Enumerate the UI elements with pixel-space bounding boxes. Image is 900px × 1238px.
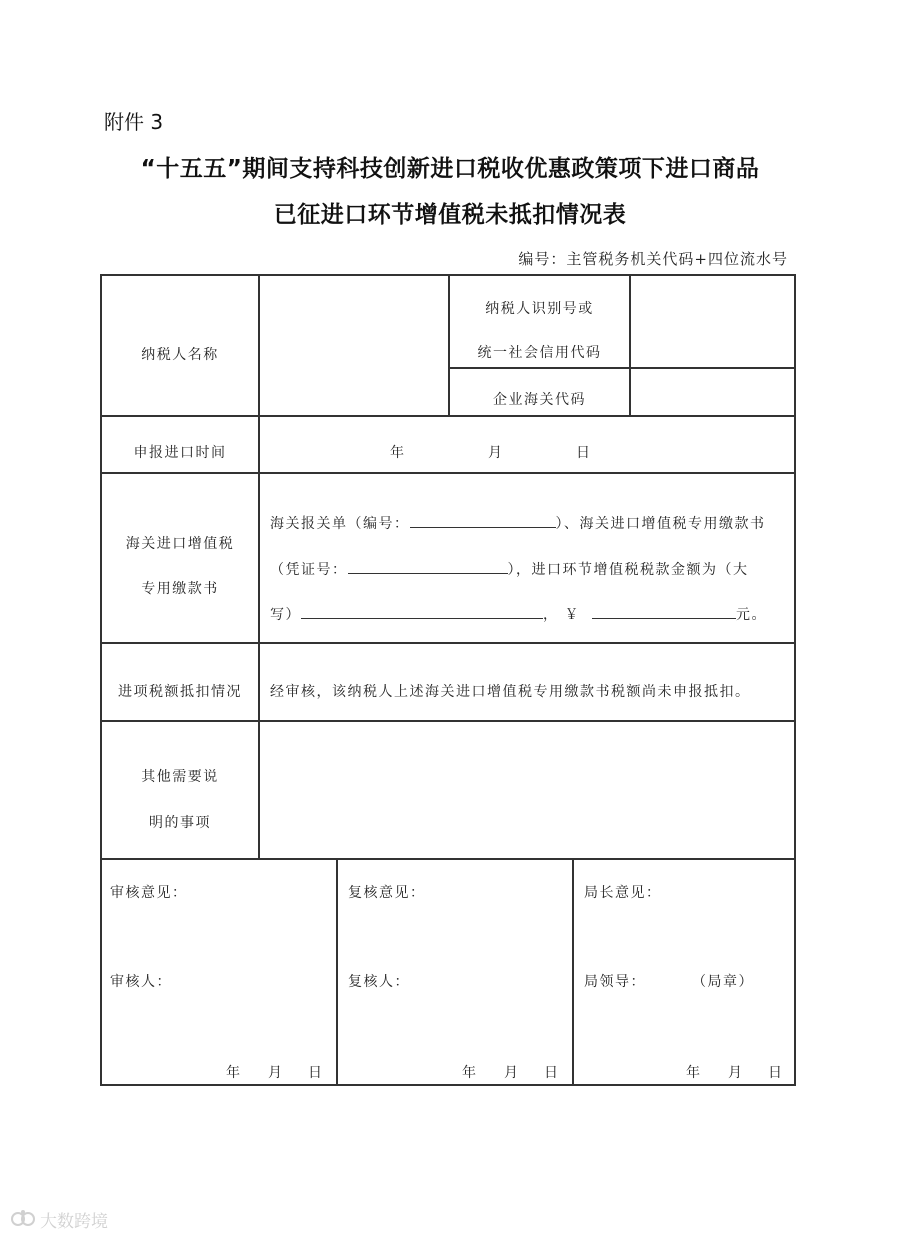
vat-line-2-suffix: ），进口环节增值税税款金额为（大	[507, 562, 749, 578]
review-sign-day: 日	[308, 1065, 324, 1081]
vat-line-3-currency: ， ￥	[543, 607, 580, 623]
vat-line-3-unit: 元。	[735, 607, 767, 623]
vat-line-2-prefix: （凭证号：	[270, 562, 348, 578]
rule-row-5	[102, 858, 794, 860]
rule-row-2	[102, 472, 794, 474]
amount-in-figures-blank[interactable]	[592, 602, 736, 619]
vat-line-1-suffix: ）、海关进口增值税专用缴款书	[555, 516, 766, 532]
recheck-sign-day: 日	[544, 1065, 560, 1081]
rule-sign-1	[336, 858, 338, 1084]
watermark	[10, 1206, 108, 1232]
director-opinion-label: 局长意见：	[584, 885, 662, 901]
declare-year: 年	[390, 445, 406, 461]
attachment-label: 附件 3	[104, 110, 164, 134]
vat-line-1-prefix: 海关报关单（编号：	[270, 516, 410, 532]
vat-text-line-3	[270, 602, 767, 624]
declare-time-label: 申报进口时间	[133, 445, 227, 461]
director-leader-label: 局领导：	[584, 974, 646, 990]
serial-number-label: 编号：主管税务机关代码+四位流水号	[518, 250, 788, 268]
rule-row-4	[102, 720, 794, 722]
rule-row-3	[102, 642, 794, 644]
amount-in-words-blank[interactable]	[301, 602, 543, 619]
recheck-sign-year: 年	[462, 1065, 478, 1081]
declare-month: 月	[488, 445, 504, 461]
vat-text-line-1	[270, 511, 766, 533]
review-sign-month: 月	[268, 1065, 284, 1081]
watermark-logo-icon	[10, 1206, 36, 1232]
taxpayer-id-label-line-2: 统一社会信用代码	[477, 345, 602, 361]
watermark-text: 大数跨境	[40, 1211, 108, 1232]
bureau-seal-label: （局章）	[692, 974, 754, 990]
customs-vat-label-line-2: 专用缴款书	[141, 581, 219, 597]
deduction-text: 经审核，该纳税人上述海关进口增值税专用缴款书税额尚未申报抵扣。	[270, 684, 751, 700]
reviewer-label: 审核人：	[110, 974, 172, 990]
director-sign-day: 日	[768, 1065, 784, 1081]
other-matters-label-line-1: 其他需要说	[141, 769, 219, 785]
rule-id-split	[448, 367, 794, 369]
review-opinion-label: 审核意见：	[110, 885, 188, 901]
rule-label-column	[258, 276, 260, 860]
other-matters-label-line-2: 明的事项	[149, 815, 211, 831]
deduction-label: 进项税额抵扣情况	[118, 684, 242, 700]
voucher-number-blank[interactable]	[348, 557, 508, 574]
taxpayer-id-label-line-1: 纳税人识别号或	[485, 301, 594, 317]
rule-id-label-right	[629, 276, 631, 417]
review-sign-year: 年	[226, 1065, 242, 1081]
rule-sign-2	[572, 858, 574, 1084]
taxpayer-name-label: 纳税人名称	[141, 347, 219, 363]
customs-vat-label-line-1: 海关进口增值税	[125, 536, 235, 552]
customs-code-label: 企业海关代码	[493, 392, 586, 408]
vat-line-3-prefix: 写）	[270, 607, 301, 623]
document-title-line-1: “十五五”期间支持科技创新进口税收优惠政策项下进口商品	[140, 156, 760, 182]
director-sign-year: 年	[686, 1065, 702, 1081]
recheck-opinion-label: 复核意见：	[348, 885, 426, 901]
declaration-number-blank[interactable]	[410, 511, 556, 528]
vat-text-line-2	[270, 557, 749, 579]
rechecker-label: 复核人：	[348, 974, 410, 990]
document-title-line-2: 已征进口环节增值税未抵扣情况表	[273, 202, 627, 228]
declare-day: 日	[576, 445, 592, 461]
director-sign-month: 月	[728, 1065, 744, 1081]
tax-form-table	[100, 274, 796, 1086]
recheck-sign-month: 月	[504, 1065, 520, 1081]
